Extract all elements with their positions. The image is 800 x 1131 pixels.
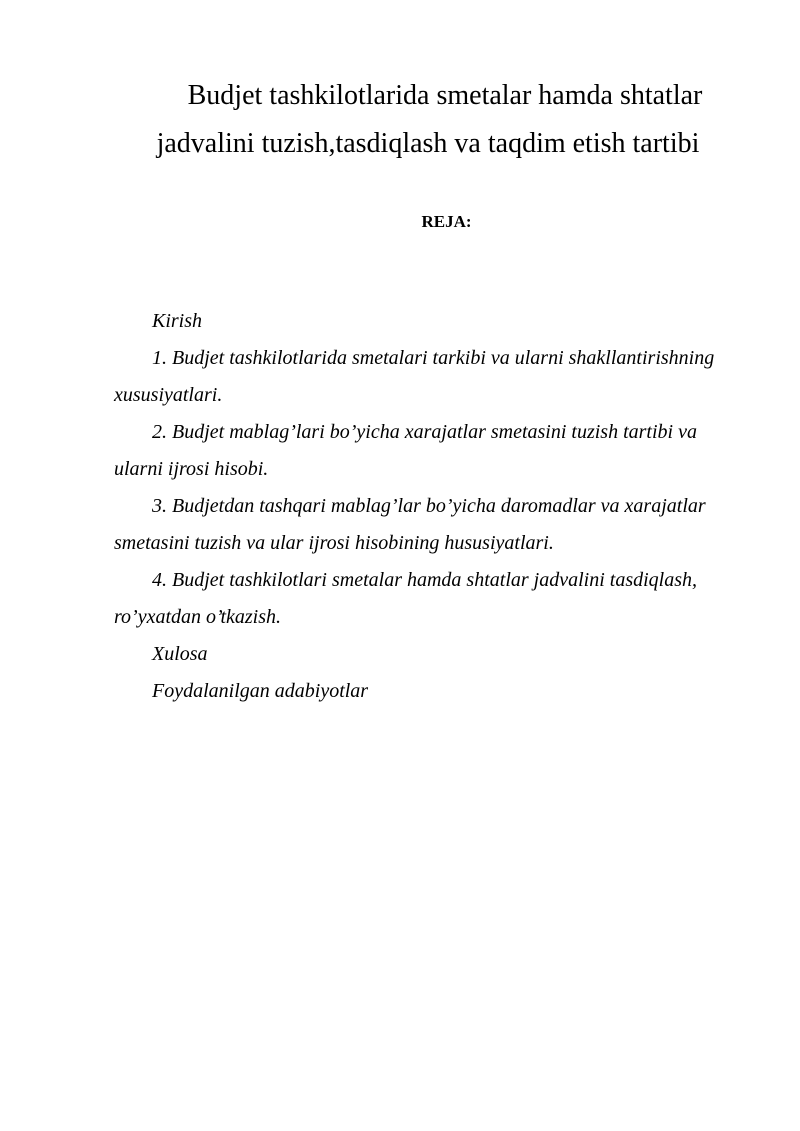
- document-title: [113, 72, 743, 168]
- plan-heading: REJA:: [421, 212, 472, 231]
- plan-item-4: 4. Budjet tashkilotlari smetalar hamda shtatlar jadvalini tasdiqlash, ro’yxatdan o’tkazish.: [114, 569, 698, 628]
- plan-item-2: 2. Budjet mablag’lari bo’yicha xarajatlar smetasini tuzish tartibi va ularni ijrosi hisobi.: [114, 421, 697, 480]
- plan-item-1: 1. Budjet tashkilotlarida smetalari tarkibi va ularni shakllantirishning xususiyatlari.: [114, 347, 715, 406]
- title-line-1: Budjet tashkilotlarida smetalar hamda shtatlar: [187, 80, 703, 111]
- plan-item-3: 3. Budjetdan tashqari mablag’lar bo’yicha daromadlar va xarajatlar smetasini tuzish va ular ijrosi hisobining hususiyatlari.: [114, 495, 706, 554]
- title-line-2: jadvalini tuzish,tasdiqlash va taqdim etish tartibi: [156, 128, 700, 159]
- plan-item-conclusion: Xulosa: [152, 643, 208, 665]
- plan-item-references: Foydalanilgan adabiyotlar: [152, 680, 369, 702]
- plan-list: [114, 303, 744, 710]
- plan-item-introduction: Kirish: [152, 310, 203, 332]
